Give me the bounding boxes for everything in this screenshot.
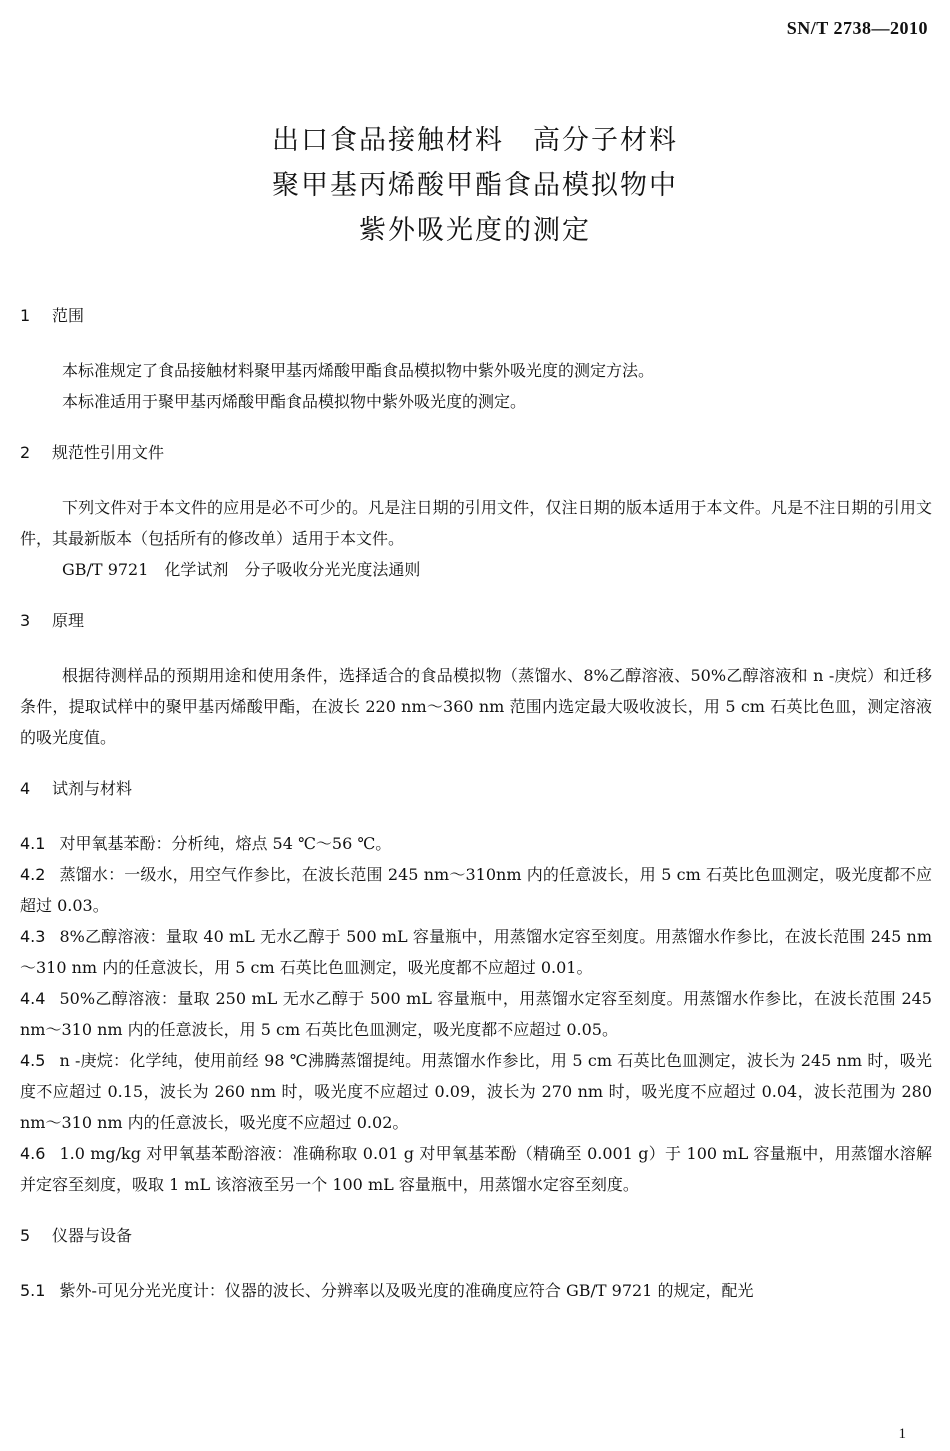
- section-heading: [20, 300, 932, 331]
- document-body: [20, 300, 932, 1306]
- section-title: 试剂与材料: [52, 779, 133, 798]
- clause-text: 对甲氧基苯酚：分析纯，熔点 54 ℃～56 ℃。: [59, 834, 392, 853]
- clause-text: 紫外-可见分光光度计：仪器的波长、分辨率以及吸光度的准确度应符合 GB/T 9721 的规定，配光: [59, 1281, 754, 1300]
- clause-text: 1.0 mg/kg 对甲氧基苯酚溶液：准确称取 0.01 g 对甲氧基苯酚（精确至 0.001 g）于 100 mL 容量瓶中，用蒸馏水溶解并定容至刻度，吸取 1 mL 该溶液至另一个 100 mL 容量瓶中，用蒸馏水定容至刻度。: [20, 1144, 932, 1194]
- reference-item: GB/T 9721 化学试剂 分子吸收分光光度法通则: [62, 560, 421, 579]
- paragraph: 本标准规定了食品接触材料聚甲基丙烯酸甲酯食品模拟物中紫外吸光度的测定方法。: [62, 361, 655, 380]
- section-title: 范围: [52, 306, 85, 325]
- title-line-2: 聚甲基丙烯酸甲酯食品模拟物中: [272, 170, 678, 201]
- clause: [20, 1138, 932, 1200]
- section-number: 2: [20, 443, 31, 462]
- clause-number: 4.2: [20, 865, 46, 884]
- clause-number: 4.6: [20, 1144, 46, 1163]
- section-reagents-materials: [20, 773, 932, 1200]
- paragraph: 下列文件对于本文件的应用是必不可少的。凡是注日期的引用文件，仅注日期的版本适用于本文件。凡是不注日期的引用文件，其最新版本（包括所有的修改单）适用于本文件。: [20, 498, 932, 548]
- paragraph: 根据待测样品的预期用途和使用条件，选择适合的食品模拟物（蒸馏水、8%乙醇溶液、50%乙醇溶液和 n -庚烷）和迁移条件，提取试样中的聚甲基丙烯酸甲酯，在波长 220 nm～360 nm 范围内选定最大吸收波长，用 5 cm 石英比色皿，测定溶液的吸光度值。: [20, 666, 932, 747]
- page-number: 1: [898, 1426, 906, 1442]
- section-number: 4: [20, 779, 31, 798]
- section-number: 3: [20, 611, 31, 630]
- clause: [20, 1275, 932, 1306]
- clause-text: 8%乙醇溶液：量取 40 mL 无水乙醇于 500 mL 容量瓶中，用蒸馏水定容至刻度。用蒸馏水作参比，在波长范围 245 nm～310 nm 内的任意波长，用 5 cm 石英比色皿测定，吸光度都不应超过 0.01。: [20, 927, 932, 977]
- clause-text: n -庚烷：化学纯，使用前经 98 ℃沸腾蒸馏提纯。用蒸馏水作参比，用 5 cm 石英比色皿测定，波长为 245 nm 时，吸光度不应超过 0.15，波长为 260 nm 时，吸光度不应超过 0.09，波长为 270 nm 时，吸光度不应超过 0.04，波长范围为 280 nm～310 nm 内的任意波长，吸光度不应超过 0.02。: [20, 1051, 932, 1132]
- section-number: 1: [20, 306, 31, 325]
- clause: [20, 983, 932, 1045]
- section-heading: [20, 773, 932, 804]
- section-title: 仪器与设备: [52, 1226, 133, 1245]
- clause-number: 4.5: [20, 1051, 46, 1070]
- section-heading: [20, 437, 932, 468]
- section-heading: [20, 1220, 932, 1251]
- section-number: 5: [20, 1226, 31, 1245]
- title-line-1: 出口食品接触材料 高分子材料: [272, 125, 678, 156]
- paragraph: 本标准适用于聚甲基丙烯酸甲酯食品模拟物中紫外吸光度的测定。: [62, 392, 527, 411]
- clause: [20, 859, 932, 921]
- clause-text: 蒸馏水：一级水，用空气作参比，在波长范围 245 nm～310nm 内的任意波长，用 5 cm 石英比色皿测定，吸光度都不应超过 0.03。: [20, 865, 932, 915]
- section-normative-references: [20, 437, 932, 585]
- clause: [20, 1045, 932, 1138]
- title-line-3: 紫外吸光度的测定: [359, 215, 591, 246]
- clause-number: 4.1: [20, 834, 46, 853]
- clause: [20, 921, 932, 983]
- clause-number: 5.1: [20, 1281, 46, 1300]
- section-apparatus: [20, 1220, 932, 1306]
- section-principle: [20, 605, 932, 753]
- clause-number: 4.3: [20, 927, 46, 946]
- section-title: 原理: [52, 611, 85, 630]
- document-title: [0, 118, 950, 253]
- clause: [20, 828, 932, 859]
- standard-code: SN/T 2738—2010: [786, 18, 928, 38]
- section-scope: [20, 300, 932, 417]
- clause-text: 50%乙醇溶液：量取 250 mL 无水乙醇于 500 mL 容量瓶中，用蒸馏水定容至刻度。用蒸馏水作参比，在波长范围 245 nm～310 nm 内的任意波长，用 5 cm 石英比色皿测定，吸光度都不应超过 0.05。: [20, 989, 932, 1039]
- section-title: 规范性引用文件: [52, 443, 165, 462]
- clause-number: 4.4: [20, 989, 46, 1008]
- section-heading: [20, 605, 932, 636]
